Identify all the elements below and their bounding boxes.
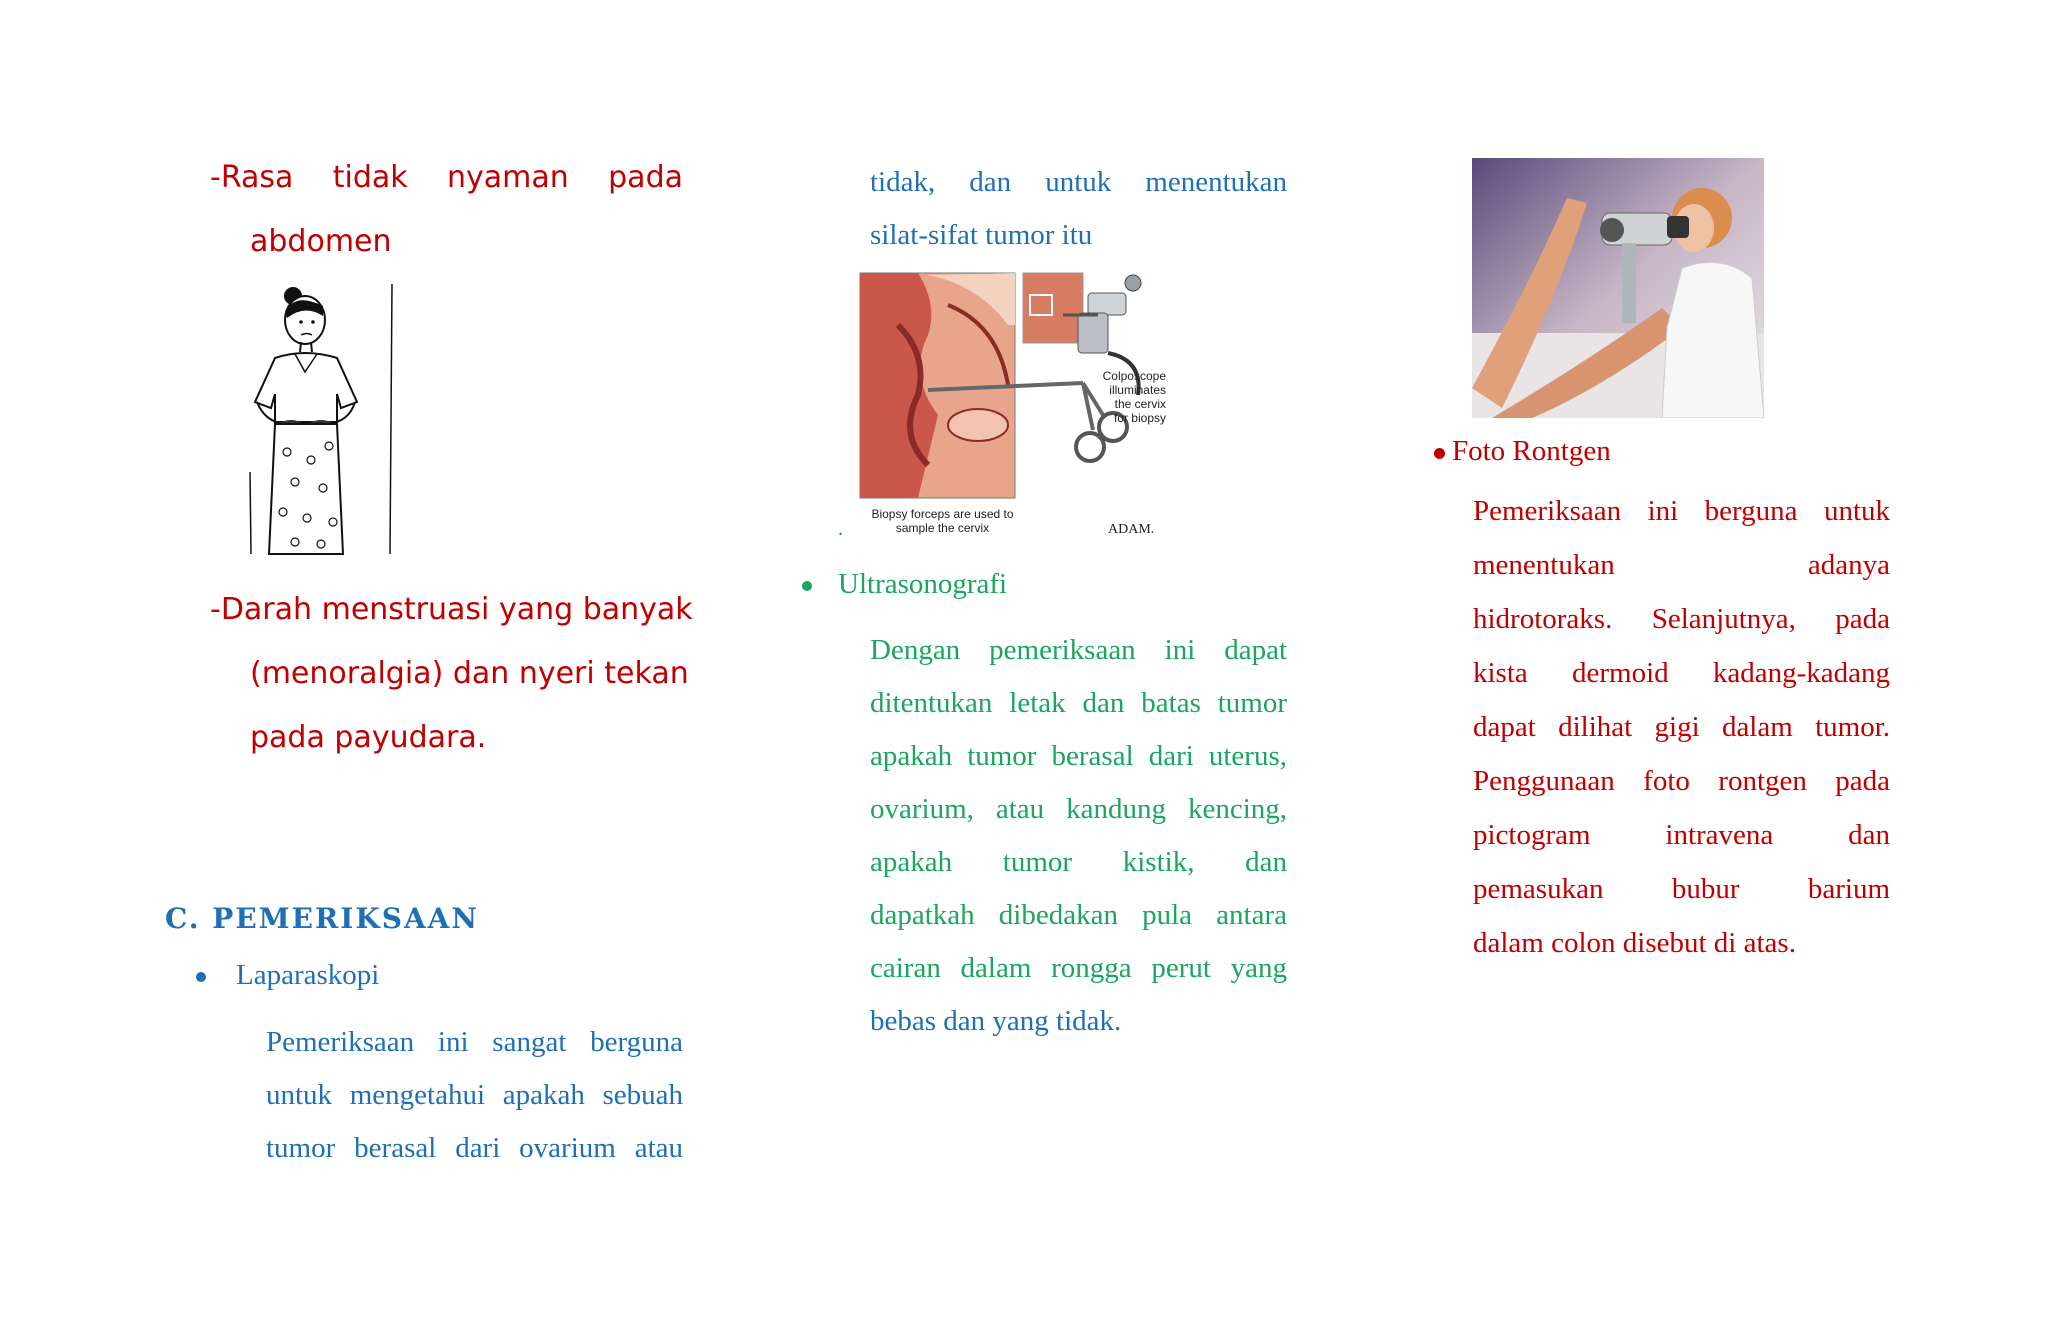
colposcopy-biopsy-figure bbox=[858, 265, 1168, 545]
col2-top-paragraph bbox=[870, 156, 1287, 262]
forceps-label: Biopsy forceps are used to sample the cervix bbox=[871, 507, 1014, 535]
symptom2-line3: pada payudara. bbox=[250, 720, 487, 755]
section-heading: C. PEMERIKSAAN bbox=[165, 902, 479, 935]
para-line: hidrotoraks. Selanjutnya, pada bbox=[1473, 603, 1891, 635]
para-line: menentukan adanya bbox=[1473, 549, 1890, 581]
woman-abdominal-pain-illustration bbox=[245, 282, 395, 557]
para-line: ovarium, atau kandung kencing, bbox=[870, 793, 1288, 825]
para-line: Pemeriksaan ini sangat berguna bbox=[266, 1026, 684, 1058]
foto-rontgen-paragraph bbox=[1473, 484, 1890, 970]
laparaskopi-paragraph bbox=[266, 1016, 683, 1175]
bullet-dot-icon bbox=[196, 972, 206, 982]
para-line: silat-sifat tumor itu bbox=[870, 219, 1093, 251]
para-line: Dengan pemeriksaan ini dapat bbox=[870, 634, 1288, 666]
gynecological-exam-photo bbox=[1472, 158, 1764, 418]
symptom1-line2: abdomen bbox=[250, 224, 392, 259]
stray-dot: . bbox=[838, 518, 843, 540]
bullet-ultrasonografi: Ultrasonografi bbox=[838, 568, 1008, 600]
para-line: apakah tumor berasal dari uterus, bbox=[870, 740, 1287, 772]
para-line: tumor berasal dari ovarium atau bbox=[266, 1132, 684, 1164]
para-line: Pemeriksaan ini berguna untuk bbox=[1473, 495, 1891, 527]
para-line: tidak, dan untuk menentukan bbox=[870, 166, 1288, 198]
para-line: kista dermoid kadang-kadang bbox=[1473, 657, 1890, 689]
para-line: apakah tumor kistik, dan bbox=[870, 846, 1288, 878]
para-line: pictogram intravena dan bbox=[1473, 819, 1890, 851]
bullet-laparaskopi: Laparaskopi bbox=[236, 959, 380, 991]
para-line: ditentukan letak dan batas tumor bbox=[870, 687, 1288, 719]
ultrasonografi-paragraph bbox=[870, 624, 1287, 1048]
para-line: Penggunaan foto rontgen pada bbox=[1473, 765, 1891, 797]
para-line: pemasukan bubur barium bbox=[1473, 873, 1891, 905]
para-line: dapatkah dibedakan pula antara bbox=[870, 899, 1287, 931]
para-line: dapat dilihat gigi dalam tumor. bbox=[1473, 711, 1891, 743]
adam-logo: ADAM. bbox=[1108, 522, 1155, 537]
para-line: untuk mengetahui apakah sebuah bbox=[266, 1079, 684, 1111]
para-line-last: bebas dan yang tidak. bbox=[870, 1005, 1122, 1037]
para-line: cairan dalam rongga perut yang bbox=[870, 952, 1288, 984]
bullet-foto-rontgen: Foto Rontgen bbox=[1452, 435, 1611, 467]
symptom2-line2: (menoralgia) dan nyeri tekan bbox=[250, 656, 689, 691]
bullet-dot-icon bbox=[802, 581, 812, 591]
symptom1-line1-words: -Rasa tidak nyaman pada bbox=[210, 160, 683, 195]
symptom2-line1: -Darah menstruasi yang banyak bbox=[210, 592, 693, 627]
symptom1-line1 bbox=[210, 160, 683, 195]
symptom2-paragraph bbox=[210, 578, 693, 770]
para-line-last: dalam colon disebut di atas. bbox=[1473, 927, 1796, 959]
colposcope-label: Colposcope illuminates the cervix for biopsy bbox=[1102, 369, 1166, 425]
bullet-dot-icon bbox=[1434, 448, 1445, 459]
